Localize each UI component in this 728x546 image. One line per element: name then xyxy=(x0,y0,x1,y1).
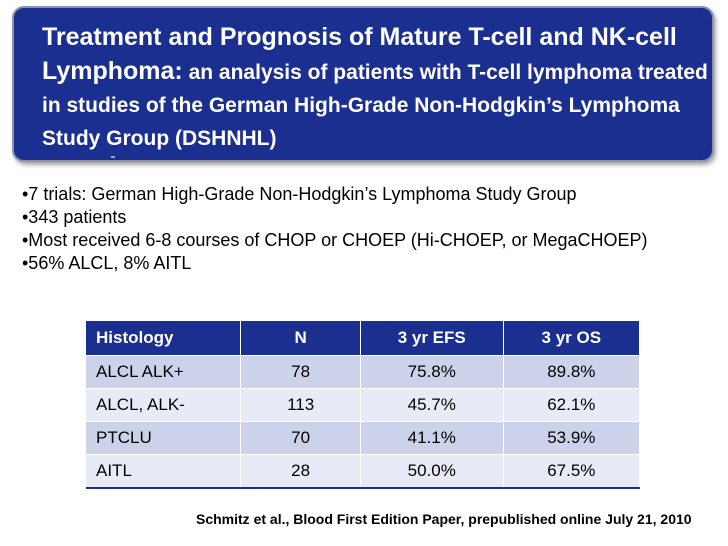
cell-histology: ALCL ALK+ xyxy=(86,356,241,389)
cell-os: 53.9% xyxy=(503,422,639,455)
outcomes-table xyxy=(86,321,640,489)
cell-efs: 45.7% xyxy=(360,389,503,422)
bullet-item-courses: •Most received 6-8 courses of CHOP or CHOEP (Hi-CHOEP, or MegaCHOEP) xyxy=(22,230,648,250)
cell-n: 70 xyxy=(241,422,360,455)
cell-n: 113 xyxy=(241,389,360,422)
table-row xyxy=(86,356,640,389)
citation-text: Schmitz et al., Blood First Edition Paper, prepublished online July 21, 2010 xyxy=(196,511,692,527)
table-row xyxy=(86,455,640,489)
cell-efs: 75.8% xyxy=(360,356,503,389)
bullet-item-histology: •56% ALCL, 8% AITL xyxy=(22,253,192,273)
title-main: Treatment and Prognosis of Mature T-cell and NK-cell Lymphoma: xyxy=(42,23,677,85)
header-n: N xyxy=(241,321,360,356)
bullet-item-trials: •7 trials: German High-Grade Non-Hodgkin’s Lymphoma Study Group xyxy=(22,184,577,204)
cell-os: 67.5% xyxy=(503,455,639,489)
cell-efs: 41.1% xyxy=(360,422,503,455)
cell-efs: 50.0% xyxy=(360,455,503,489)
slide-title xyxy=(42,22,722,156)
bullet-item-patients: •343 patients xyxy=(22,207,127,227)
table-header-row xyxy=(86,321,640,356)
header-histology: Histology xyxy=(86,321,241,356)
bullet-list xyxy=(22,183,712,275)
cell-n: 28 xyxy=(241,455,360,489)
title-banner xyxy=(12,6,714,162)
table-row xyxy=(86,389,640,422)
header-efs: 3 yr EFS xyxy=(360,321,503,356)
cell-histology: ALCL, ALK- xyxy=(86,389,241,422)
cell-os: 62.1% xyxy=(503,389,639,422)
table-row xyxy=(86,422,640,455)
title-mark xyxy=(111,156,115,158)
cell-histology: PTCLU xyxy=(86,422,241,455)
cell-histology: AITL xyxy=(86,455,241,489)
cell-n: 78 xyxy=(241,356,360,389)
title-subtitle: an analysis of patients with T-cell lymphoma treated in studies of the German High-Grade Non-Hodgkin’s Lymphoma Study Group (DSHNHL) xyxy=(42,61,708,150)
header-os: 3 yr OS xyxy=(503,321,639,356)
cell-os: 89.8% xyxy=(503,356,639,389)
